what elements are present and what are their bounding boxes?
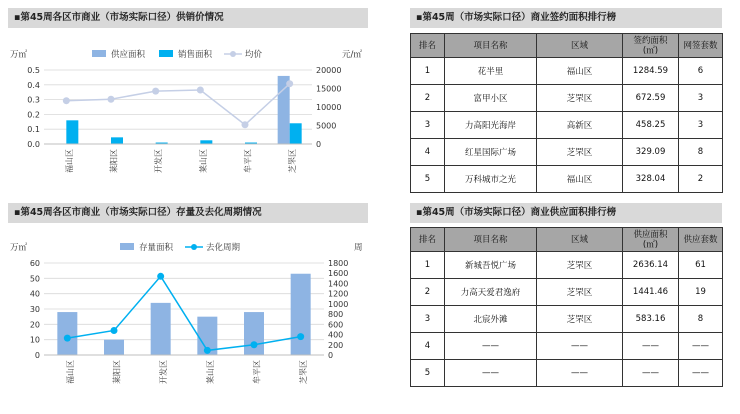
point-去化周期-莱山区 [204, 347, 211, 354]
supply-table-cell: —— [445, 333, 537, 360]
legend-label: 去化周期 [206, 243, 241, 253]
table-row [411, 166, 723, 193]
y-right-tick-label: 1400 [328, 279, 349, 289]
sign-table-cell: 福山区 [537, 58, 623, 85]
x-tick-label: 莱阳区 [112, 360, 122, 384]
y-left-tick-label: 50 [29, 274, 40, 284]
legend-label: 供应面积 [111, 50, 146, 60]
x-tick-label: 福山区 [64, 149, 74, 173]
sign-table-cell: 福山区 [537, 166, 623, 193]
point-均价-莱阳区 [108, 96, 115, 103]
supply-table-header-2: 区域 [537, 228, 623, 252]
supply-table-cell: 1 [411, 252, 445, 279]
supply-table-header-1: 项目名称 [445, 228, 537, 252]
y-left-tick-label: 60 [29, 259, 40, 268]
supply-table-cell: —— [679, 360, 723, 387]
bar-销售面积-莱山区 [200, 140, 212, 144]
y-left-tick-label: 20 [29, 320, 40, 330]
bar-存量面积-牟平区 [244, 312, 264, 355]
y-right-tick-label: 1800 [328, 259, 349, 268]
sign-table-cell: 3 [679, 112, 723, 139]
y-right-tick-label: 5000 [316, 121, 337, 131]
point-均价-牟平区 [242, 121, 249, 128]
table-row [411, 360, 723, 387]
stock-cycle-chart [8, 225, 370, 405]
sign-table-cell: 3 [679, 85, 723, 112]
y-right-tick-label: 1000 [328, 299, 349, 309]
bar-存量面积-莱阳区 [104, 340, 124, 355]
legend-swatch-供应面积 [92, 50, 106, 57]
supply-table-cell: —— [623, 333, 679, 360]
y-left-tick-label: 0 [34, 351, 40, 360]
legend-label: 均价 [245, 50, 263, 60]
bar-销售面积-莱阳区 [111, 137, 123, 144]
sign-table-cell: 富甲小区 [445, 85, 537, 112]
table-row [411, 279, 723, 306]
sign-table-cell: 328.04 [623, 166, 679, 193]
point-均价-芝罘区 [286, 80, 293, 87]
supply-table-cell: 8 [679, 306, 723, 333]
supply-table-cell: —— [445, 360, 537, 387]
supply-table-cell: 新城吾悦广场 [445, 252, 537, 279]
table-row [411, 85, 723, 112]
point-去化周期-开发区 [157, 273, 164, 280]
supply-area-ranking-table [410, 227, 723, 387]
sign-table-header-4: 网签套数 [679, 34, 723, 58]
sign-table-cell: 芝罘区 [537, 139, 623, 166]
point-去化周期-福山区 [64, 335, 71, 342]
y-right-unit: 元/㎡ [342, 50, 362, 60]
y-left-tick-label: 0.3 [27, 95, 40, 105]
sign-table-header-0: 排名 [411, 34, 445, 58]
sign-table-cell: 3 [411, 112, 445, 139]
line-均价 [66, 84, 289, 125]
x-tick-label: 牟平区 [243, 149, 253, 173]
supply-table-cell: —— [679, 333, 723, 360]
y-right-unit: 周 [354, 243, 363, 253]
point-去化周期-莱阳区 [111, 327, 118, 334]
y-left-tick-label: 0.1 [27, 125, 40, 135]
supply-table-cell: 3 [411, 306, 445, 333]
supply-table-cell: —— [537, 333, 623, 360]
point-均价-福山区 [63, 97, 70, 104]
supply-table-cell: 力高天爱君逸府 [445, 279, 537, 306]
y-left-tick-label: 0.0 [27, 140, 40, 149]
y-right-tick-label: 1200 [328, 289, 349, 299]
chart2-title: ▪第45周各区市商业（市场实际口径）存量及去化周期情况 [8, 203, 368, 223]
sign-table-header-2: 区域 [537, 34, 623, 58]
sign-table-cell: 6 [679, 58, 723, 85]
x-tick-label: 莱山区 [198, 149, 208, 173]
y-right-tick-label: 800 [328, 310, 344, 320]
y-left-tick-label: 0.5 [27, 66, 40, 75]
x-tick-label: 开发区 [159, 360, 169, 384]
sign-table-cell: 花半里 [445, 58, 537, 85]
sign-area-ranking-table [410, 33, 723, 193]
y-right-tick-label: 600 [328, 320, 344, 330]
sign-table-cell: 2 [679, 166, 723, 193]
supply-table-cell: 芝罘区 [537, 252, 623, 279]
point-去化周期-牟平区 [251, 341, 258, 348]
legend-marker-均价 [230, 51, 236, 57]
supply-table-cell: 19 [679, 279, 723, 306]
legend-swatch-存量面积 [120, 243, 134, 250]
table-row [411, 306, 723, 333]
supply-table-cell: 芝罘区 [537, 279, 623, 306]
bar-存量面积-芝罘区 [291, 274, 311, 355]
legend-marker-去化周期 [191, 244, 197, 250]
supply-table-cell: 5 [411, 360, 445, 387]
sign-table-header-3: 签约面积 (㎡) [623, 34, 679, 58]
bar-存量面积-福山区 [57, 312, 77, 355]
y-right-tick-label: 400 [328, 330, 344, 340]
x-tick-label: 莱阳区 [109, 149, 119, 173]
supply-table-cell: —— [537, 360, 623, 387]
table-row [411, 112, 723, 139]
y-right-tick-label: 10000 [316, 103, 342, 112]
sign-table-cell: 5 [411, 166, 445, 193]
sign-table-cell: 2 [411, 85, 445, 112]
sign-table-cell: 672.59 [623, 85, 679, 112]
sign-table-cell: 329.09 [623, 139, 679, 166]
sign-table-cell: 万科城市之光 [445, 166, 537, 193]
x-tick-label: 芝罘区 [299, 360, 309, 384]
y-right-tick-label: 200 [328, 340, 344, 350]
x-tick-label: 福山区 [65, 360, 75, 384]
sign-table-title: ▪第45周（市场实际口径）商业签约面积排行榜 [410, 8, 722, 28]
table-row [411, 58, 723, 85]
y-left-unit: 万㎡ [10, 50, 28, 60]
bar-销售面积-芝罘区 [290, 123, 302, 144]
x-tick-label: 莱山区 [205, 360, 215, 384]
y-left-tick-label: 10 [29, 335, 40, 345]
point-均价-莱山区 [197, 86, 204, 93]
table-row [411, 139, 723, 166]
sign-table-cell: 力高阳光海岸 [445, 112, 537, 139]
chart1-title: ▪第45周各区市商业（市场实际口径）供销价情况 [8, 8, 368, 28]
sign-table-cell: 8 [679, 139, 723, 166]
supply-sales-price-chart [8, 30, 370, 200]
sign-table-cell: 1284.59 [623, 58, 679, 85]
x-tick-label: 牟平区 [252, 360, 262, 384]
sign-table-cell: 红星国际广场 [445, 139, 537, 166]
bar-存量面积-开发区 [151, 303, 171, 355]
supply-table-cell: 2 [411, 279, 445, 306]
y-right-tick-label: 15000 [316, 84, 342, 94]
sign-table-cell: 高新区 [537, 112, 623, 139]
legend-label: 销售面积 [178, 50, 213, 60]
supply-table-cell: 芝罘区 [537, 306, 623, 333]
supply-table-cell: 61 [679, 252, 723, 279]
supply-table-cell: —— [623, 360, 679, 387]
table-row [411, 333, 723, 360]
sign-table-header-1: 项目名称 [445, 34, 537, 58]
y-right-tick-label: 20000 [316, 66, 342, 75]
y-left-tick-label: 0.2 [27, 110, 40, 120]
sign-table-cell: 458.25 [623, 112, 679, 139]
supply-table-cell: 2636.14 [623, 252, 679, 279]
x-tick-label: 开发区 [154, 149, 164, 173]
y-left-tick-label: 40 [29, 289, 40, 299]
bar-销售面积-福山区 [66, 120, 78, 144]
supply-table-header-4: 供应套数 [679, 228, 723, 252]
legend-label: 存量面积 [139, 243, 174, 253]
y-right-tick-label: 1600 [328, 269, 349, 279]
supply-table-header-0: 排名 [411, 228, 445, 252]
table-row [411, 252, 723, 279]
y-right-tick-label: 0 [328, 351, 334, 360]
x-tick-label: 芝罘区 [288, 149, 298, 173]
supply-table-header-3: 供应面积 (㎡) [623, 228, 679, 252]
legend-swatch-销售面积 [159, 50, 173, 57]
supply-table-cell: 北宸外滩 [445, 306, 537, 333]
y-left-unit: 万㎡ [10, 243, 28, 253]
supply-table-cell: 1441.46 [623, 279, 679, 306]
point-去化周期-芝罘区 [297, 333, 304, 340]
y-left-tick-label: 30 [29, 305, 40, 314]
supply-table-cell: 583.16 [623, 306, 679, 333]
sign-table-cell: 4 [411, 139, 445, 166]
point-均价-开发区 [152, 88, 159, 95]
y-left-tick-label: 0.4 [27, 80, 40, 90]
y-right-tick-label: 0 [316, 140, 322, 149]
sign-table-cell: 1 [411, 58, 445, 85]
sign-table-cell: 芝罘区 [537, 85, 623, 112]
supply-table-title: ▪第45周（市场实际口径）商业供应面积排行榜 [410, 203, 722, 223]
supply-table-cell: 4 [411, 333, 445, 360]
